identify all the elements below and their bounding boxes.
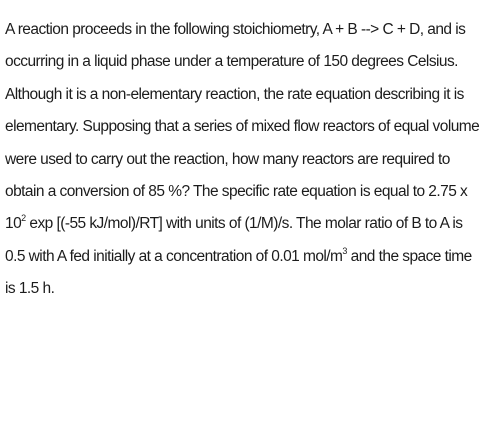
rate-constant-exponent: 2 [21, 213, 26, 224]
question-text-part-2: exp [(-55 kJ/mol)/RT] with units of (1/M)/s. The molar ratio of B to A is 0.5 with A fed initially at a concentration of 0.01 mol/m [5, 215, 463, 265]
question-text-part-1: A reaction proceeds in the following stoichiometry, A + B --> C + D, and is occurring in a liquid phase under a temperature of 150 degrees Celsius. Although it is a non-elementary reaction, the rate equation describing it is elementary. Supposing that a series of mixed flow reactors of equal volume were used to carry out the reaction, how many reactors are required to obtain a conversion of 85 %? The specific rate equation is equal to 2.75 x 10 [5, 21, 480, 233]
question-text-part-3: and the space time is 1.5 h. [5, 247, 472, 298]
question-text [5, 14, 483, 306]
cubic-meter-exponent: 3 [342, 245, 347, 256]
